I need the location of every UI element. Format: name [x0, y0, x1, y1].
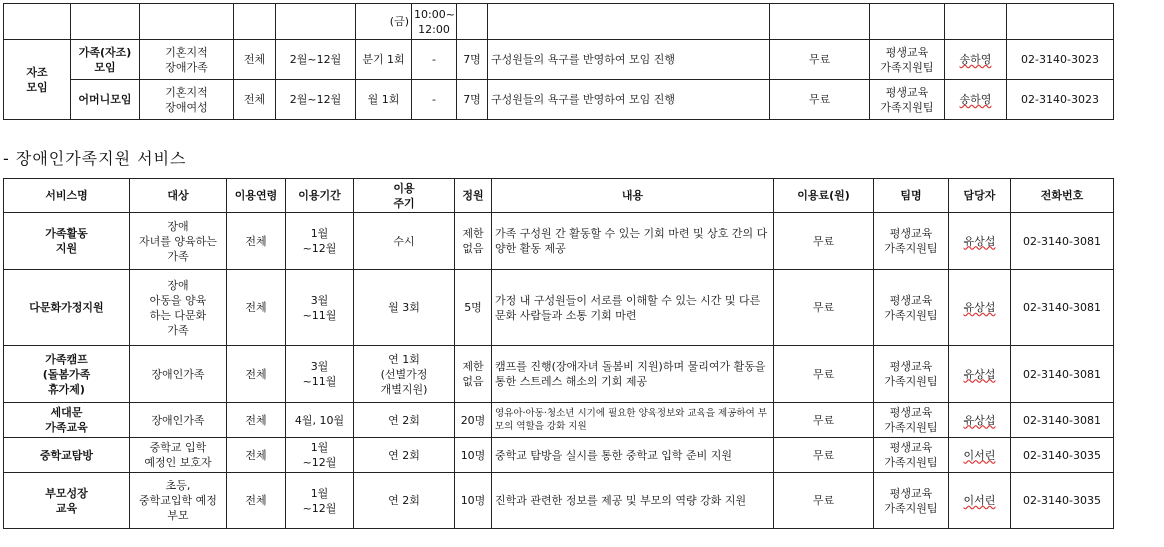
manager-cell: 송하영 — [945, 80, 1007, 120]
cycle-cell: 연 2회 — [354, 403, 455, 438]
manager-cell: 유상섭 — [949, 213, 1011, 270]
age-cell: 전체 — [227, 438, 286, 473]
table-row — [4, 438, 1114, 473]
service-name: 세대문 가족교육 — [4, 403, 130, 438]
table-row — [4, 40, 1114, 80]
service-name: 부모성장 교육 — [4, 473, 130, 529]
header-cycle: 이용 주기 — [354, 179, 455, 213]
period-cell: 1월 ~12월 — [286, 473, 354, 529]
manager-cell: 유상섭 — [949, 346, 1011, 403]
table-row — [4, 270, 1114, 346]
header-team: 팀명 — [874, 179, 949, 213]
age-cell: 전체 — [227, 213, 286, 270]
fee-cell: 무료 — [774, 438, 874, 473]
section-title: - 장애인가족지원 서비스 — [3, 149, 187, 168]
target-cell: 기혼지적 장애여성 — [140, 80, 234, 120]
target-cell: 기혼지적 장애가족 — [140, 40, 234, 80]
target-cell: 초등, 중학교입학 예정 부모 — [130, 473, 227, 529]
program-name: 가족(자조) 모임 — [71, 40, 140, 80]
age-cell: 전체 — [234, 80, 276, 120]
phone-cell: 02-3140-3035 — [1011, 438, 1114, 473]
header-period: 이용기간 — [286, 179, 354, 213]
table-row — [4, 80, 1114, 120]
phone-cell: 02-3140-3081 — [1011, 270, 1114, 346]
capacity-cell: 10명 — [455, 438, 492, 473]
team-cell: 평생교육 가족지원팀 — [874, 473, 949, 529]
content-cell: 구성원들의 욕구를 반영하여 모임 진행 — [488, 40, 770, 80]
target-cell: 장애인가족 — [130, 346, 227, 403]
period-cell: 1월 ~12월 — [286, 438, 354, 473]
fee-cell: 무료 — [774, 270, 874, 346]
cycle-cell: 연 1회 (선별가정 개별지원) — [354, 346, 455, 403]
content-cell: 중학교 탐방을 실시를 통한 중학교 입학 준비 지원 — [492, 438, 774, 473]
target-cell: 장애 아동을 양육 하는 다문화 가족 — [130, 270, 227, 346]
freq-cell: (금) — [356, 4, 412, 40]
team-cell: 평생교육 가족지원팀 — [874, 438, 949, 473]
header-manager: 담당자 — [949, 179, 1011, 213]
phone-cell: 02-3140-3081 — [1011, 346, 1114, 403]
service-name: 가족캠프 (돌봄가족 휴가제) — [4, 346, 130, 403]
phone-cell: 02-3140-3081 — [1011, 403, 1114, 438]
period-cell: 3월 ~11월 — [286, 346, 354, 403]
period-cell: 4월, 10월 — [286, 403, 354, 438]
group-label: 자조 모임 — [4, 40, 71, 120]
age-cell: 전체 — [227, 346, 286, 403]
content-cell: 캠프를 진행(장애자녀 돌봄비 지원)하며 물리여가 활동을 통한 스트레스 해소의 기회 제공 — [492, 346, 774, 403]
target-cell: 장애 자녀를 양육하는 가족 — [130, 213, 227, 270]
content-cell: 진학과 관련한 정보를 제공 및 부모의 역량 강화 지원 — [492, 473, 774, 529]
header-fee: 이용료(원) — [774, 179, 874, 213]
age-cell: 전체 — [227, 403, 286, 438]
table-row — [4, 346, 1114, 403]
period-cell: 3월 ~11월 — [286, 270, 354, 346]
capacity-cell: 제한 없음 — [455, 346, 492, 403]
fee-cell: 무료 — [774, 213, 874, 270]
capacity-cell: 20명 — [455, 403, 492, 438]
table-row — [4, 473, 1114, 529]
period-cell: 2월~12월 — [276, 80, 356, 120]
target-cell: 장애인가족 — [130, 403, 227, 438]
table-row-partial — [4, 4, 1114, 40]
age-cell: 전체 — [234, 40, 276, 80]
header-capacity: 정원 — [455, 179, 492, 213]
cycle-cell: 연 2회 — [354, 473, 455, 529]
table-row — [4, 403, 1114, 438]
team-cell: 평생교육 가족지원팀 — [870, 80, 945, 120]
capacity-cell: 제한 없음 — [455, 213, 492, 270]
header-age: 이용연령 — [227, 179, 286, 213]
capacity-cell: 7명 — [457, 80, 488, 120]
table-header-row — [4, 179, 1114, 213]
phone-cell: 02-3140-3023 — [1007, 80, 1114, 120]
phone-cell: 02-3140-3023 — [1007, 40, 1114, 80]
phone-cell: 02-3140-3081 — [1011, 213, 1114, 270]
service-name: 가족활동 지원 — [4, 213, 130, 270]
table-row — [4, 213, 1114, 270]
capacity-cell: 10명 — [455, 473, 492, 529]
period-cell: 2월~12월 — [276, 40, 356, 80]
team-cell: 평생교육 가족지원팀 — [874, 403, 949, 438]
freq-cell: 월 1회 — [356, 80, 412, 120]
cycle-cell: 수시 — [354, 213, 455, 270]
period-cell: 1월 ~12월 — [286, 213, 354, 270]
manager-cell: 이서린 — [949, 438, 1011, 473]
family-support-service-table — [3, 178, 1114, 529]
header-service-name: 서비스명 — [4, 179, 130, 213]
self-help-table — [3, 3, 1114, 120]
team-cell: 평생교육 가족지원팀 — [874, 213, 949, 270]
freq-cell: 분기 1회 — [356, 40, 412, 80]
time-cell: - — [412, 80, 457, 120]
team-cell: 평생교육 가족지원팀 — [874, 346, 949, 403]
cycle-cell: 월 3회 — [354, 270, 455, 346]
age-cell: 전체 — [227, 473, 286, 529]
time-cell: - — [412, 40, 457, 80]
header-content: 내용 — [492, 179, 774, 213]
header-target: 대상 — [130, 179, 227, 213]
manager-cell: 이서린 — [949, 473, 1011, 529]
target-cell: 중학교 입학 예정인 보호자 — [130, 438, 227, 473]
manager-cell: 유상섭 — [949, 403, 1011, 438]
fee-cell: 무료 — [774, 473, 874, 529]
content-cell: 가족 구성원 간 활동할 수 있는 기회 마련 및 상호 간의 다양한 활동 제공 — [492, 213, 774, 270]
team-cell: 평생교육 가족지원팀 — [870, 40, 945, 80]
phone-cell: 02-3140-3035 — [1011, 473, 1114, 529]
content-cell: 구성원들의 욕구를 반영하여 모임 진행 — [488, 80, 770, 120]
team-cell: 평생교육 가족지원팀 — [874, 270, 949, 346]
service-name: 다문화가정지원 — [4, 270, 130, 346]
capacity-cell: 7명 — [457, 40, 488, 80]
time-cell: 10:00~ 12:00 — [412, 4, 457, 40]
service-name: 중학교탐방 — [4, 438, 130, 473]
manager-cell: 유상섭 — [949, 270, 1011, 346]
fee-cell: 무료 — [770, 40, 870, 80]
fee-cell: 무료 — [770, 80, 870, 120]
program-name: 어머니모임 — [71, 80, 140, 120]
fee-cell: 무료 — [774, 403, 874, 438]
fee-cell: 무료 — [774, 346, 874, 403]
cycle-cell: 연 2회 — [354, 438, 455, 473]
header-phone: 전화번호 — [1011, 179, 1114, 213]
age-cell: 전체 — [227, 270, 286, 346]
manager-cell: 송하영 — [945, 40, 1007, 80]
content-cell: 가정 내 구성원들이 서로를 이해할 수 있는 시간 및 다른 문화 사람들과 소통 기회 마련 — [492, 270, 774, 346]
content-cell: 영유아·아동·청소년 시기에 필요한 양육정보와 교육을 제공하여 부모의 역할을 강화 지원 — [492, 403, 774, 438]
capacity-cell: 5명 — [455, 270, 492, 346]
